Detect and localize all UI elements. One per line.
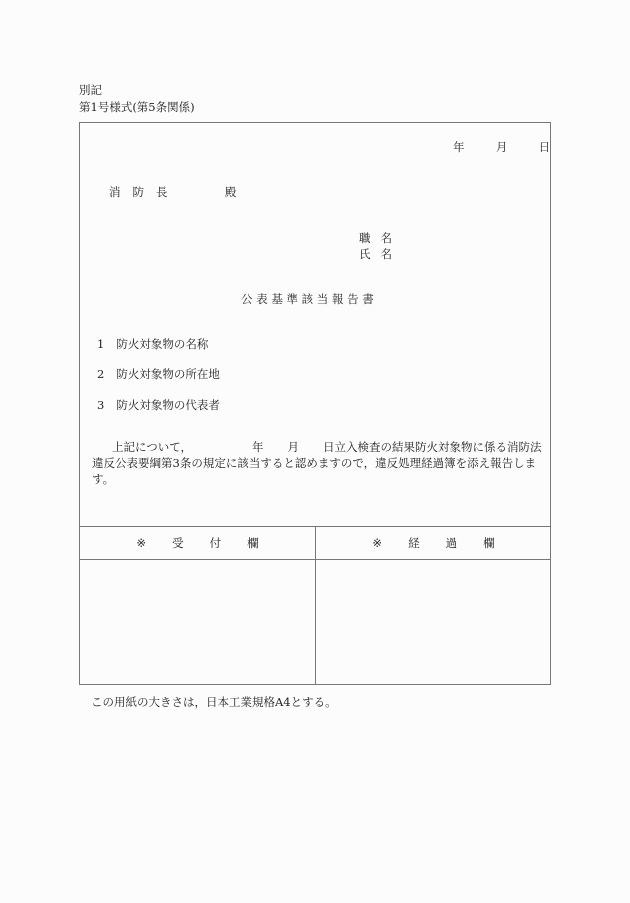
- item-representative: 3 防火対象物の代表者: [97, 398, 220, 412]
- item-location: 2 防火対象物の所在地: [97, 367, 220, 381]
- progress-cell[interactable]: [316, 560, 551, 685]
- form-number: 第1号様式(第5条関係): [79, 100, 195, 114]
- date-day: 日: [538, 140, 551, 154]
- addressee: 消 防 長 殿: [109, 185, 237, 199]
- item-name: 1 防火対象物の名称: [97, 337, 209, 351]
- reception-column-header: ※ 受 付 欄: [136, 536, 259, 550]
- paper-size-note: この用紙の大きさは，日本工業規格A4とする。: [91, 695, 337, 709]
- document-title: 公 表 基 準 該 当 報 告 書: [241, 292, 374, 306]
- report-form: [79, 122, 551, 685]
- date-line: [453, 139, 550, 155]
- statement-paragraph: 上記について， 年 月 日立入検査の結果防火対象物に係る消防法 違反公表要綱第3条の規定に該当すると認めますので，違反処理経過簿を添え報告しま す。: [92, 440, 542, 486]
- annex-label: 別記: [79, 83, 102, 97]
- honorific: 殿: [224, 185, 237, 199]
- reporter-name-label: 氏 名: [359, 247, 392, 261]
- date-month: 月: [495, 140, 508, 154]
- reception-cell[interactable]: [80, 560, 315, 685]
- progress-column-header: ※ 経 過 欄: [372, 536, 495, 550]
- date-year: 年: [453, 140, 465, 154]
- reporter-position-label: 職 名: [359, 231, 392, 245]
